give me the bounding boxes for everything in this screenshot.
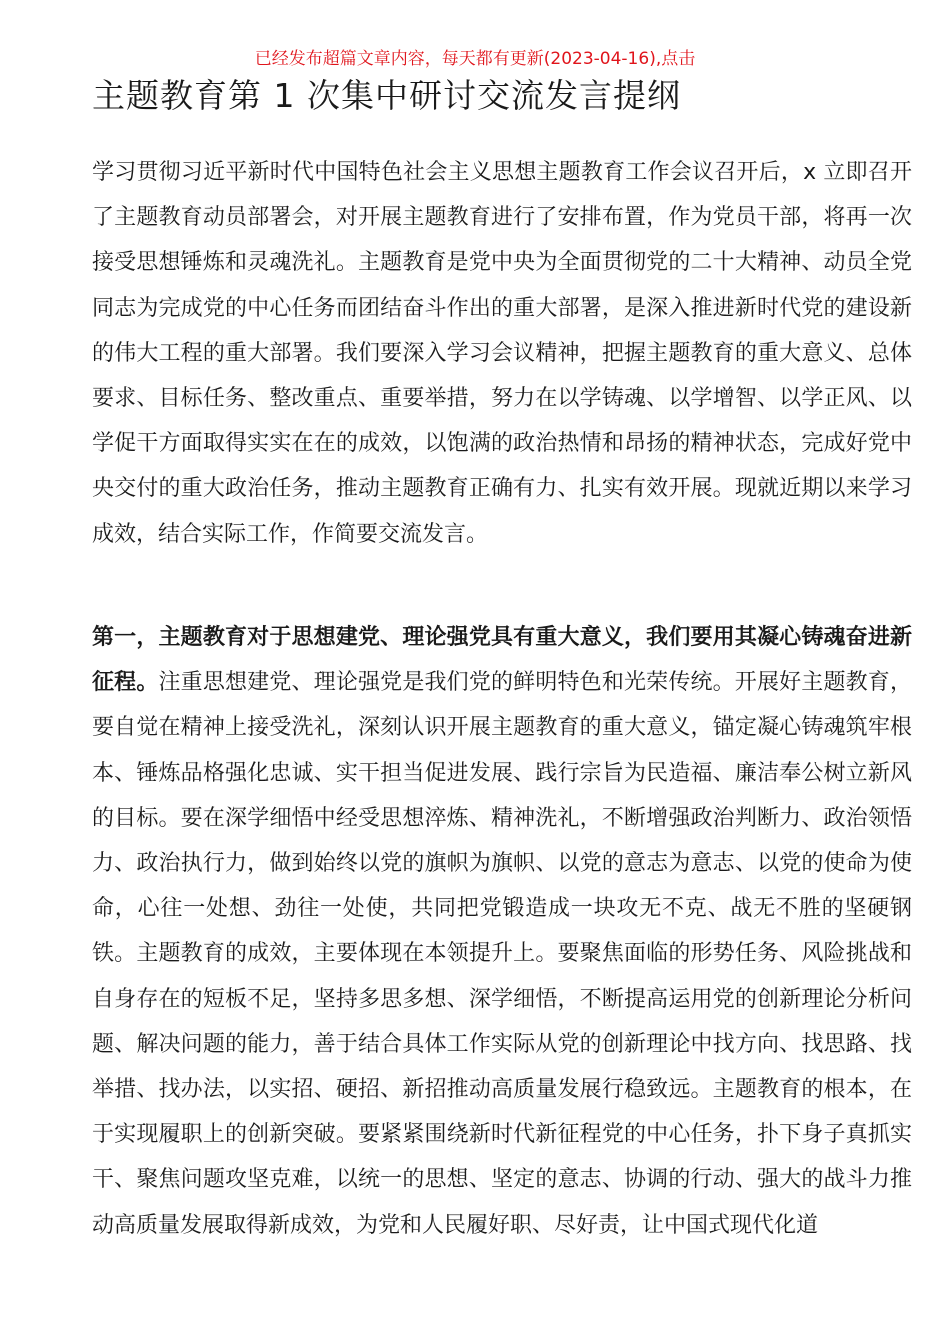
section-one-paragraph xyxy=(92,615,912,1248)
section-one-body: 注重思想建党、理论强党是我们党的鲜明特色和光荣传统。开展好主题教育，要自觉在精神上接受洗礼，深刻认识开展主题教育的重大意义，锚定凝心铸魂筑牢根本、锤炼品格强化忠诚、实干担当促进发展、践行宗旨为民造福、廉洁奉公树立新风的目标。要在深学细悟中经受思想淬炼、精神洗礼，不断增强政治判断力、政治领悟力、政治执行力，做到始终以党的旗帜为旗帜、以党的意志为意志、以党的使命为使命，心往一处想、劲往一处使，共同把党锻造成一块攻无不克、战无不胜的坚硬钢铁。主题教育的成效，主要体现在本领提升上。要聚焦面临的形势任务、风险挑战和自身存在的短板不足，坚持多思多想、深学细悟，不断提高运用党的创新理论分析问题、解决问题的能力，善于结合具体工作实际从党的创新理论中找方向、找思路、找举措、找办法，以实招、硬招、新招推动高质量发展行稳致远。主题教育的根本，在于实现履职上的创新突破。要紧紧围绕新时代新征程党的中心任务，扑下身子真抓实干、聚焦问题攻坚克难，以统一的思想、坚定的意志、协调的行动、强大的战斗力推动高质量发展取得新成效，为党和人民履好职、尽好责，让中国式现代化道 xyxy=(92,670,912,1238)
intro-paragraph: 学习贯彻习近平新时代中国特色社会主义思想主题教育工作会议召开后，x 立即召开了主题教育动员部署会，对开展主题教育进行了安排布置，作为党员干部，将再一次接受思想锤炼和灵魂洗礼。主题教育是党中央为全面贯彻党的二十大精神、动员全党同志为完成党的中心任务而团结奋斗作出的重大部署，是深入推进新时代党的建设新的伟大工程的重大部署。我们要深入学习会议精神，把握主题教育的重大意义、总体要求、目标任务、整改重点、重要举措，努力在以学铸魂、以学增智、以学正风、以学促干方面取得实实在在的成效，以饱满的政治热情和昂扬的精神状态，完成好党中央交付的重大政治任务，推动主题教育正确有力、扎实有效开展。现就近期以来学习成效，结合实际工作，作简要交流发言。 xyxy=(92,160,912,547)
section-one-heading: 第一，主题教育对于思想建党、理论强党具有重大意义，我们要用其凝心铸魂奋进新征程。 xyxy=(92,625,912,696)
document-title: 主题教育第 1 次集中研讨交流发言提纲 xyxy=(92,76,681,115)
promo-banner[interactable]: 已经发布超篇文章内容，每天都有更新(2023-04-16),点击 xyxy=(254,49,696,69)
